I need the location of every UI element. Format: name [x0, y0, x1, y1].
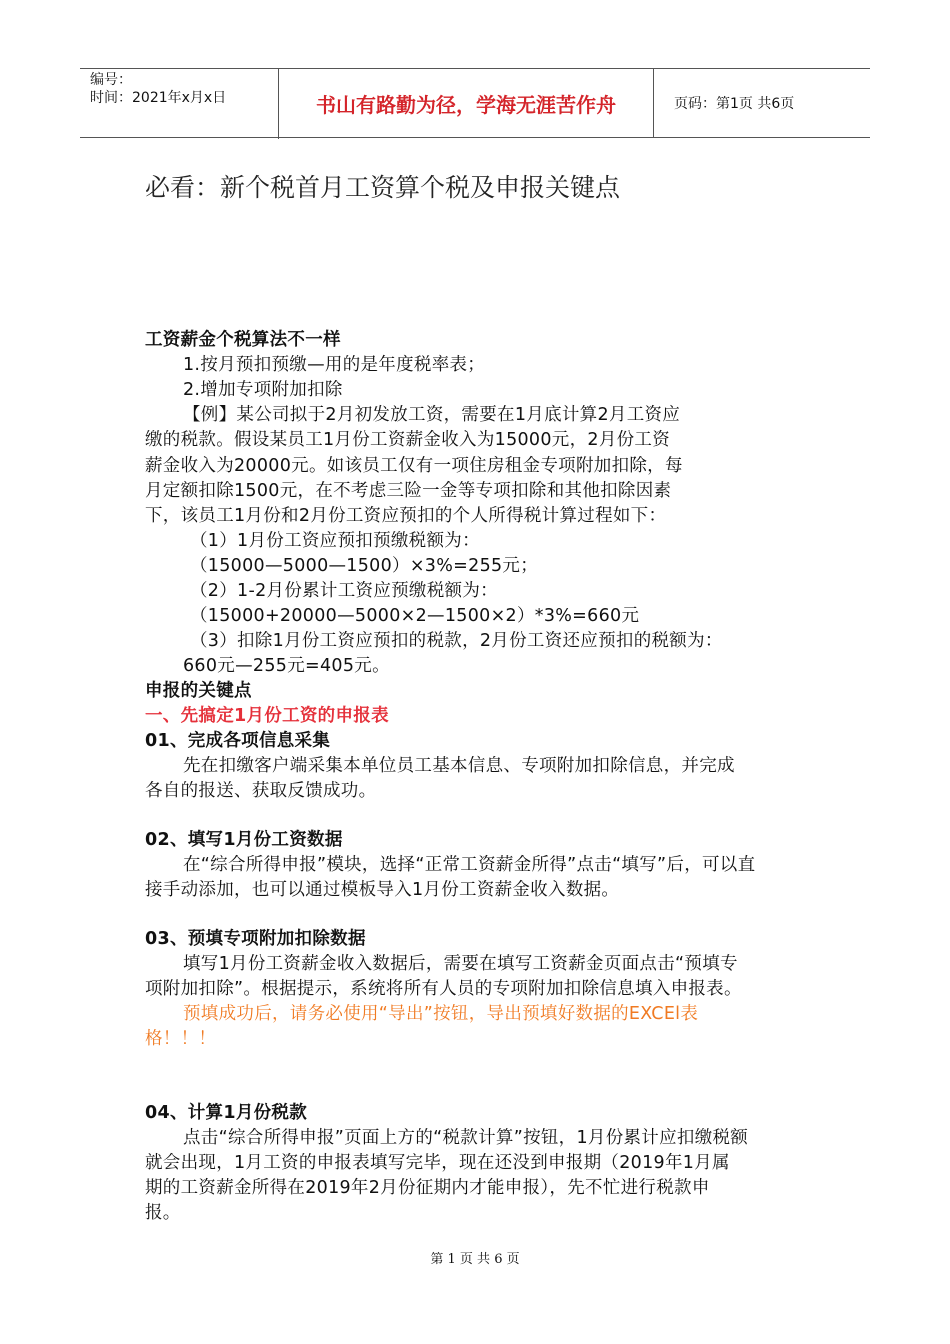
calc-line: （15000—5000—1500）×3%=255元；: [190, 556, 539, 576]
calc-line: （15000+20000—5000×2—1500×2）*3%=660元: [190, 606, 640, 626]
paragraph-line: 薪金收入为20000元。如该员工仅有一项住房租金专项附加扣除，每: [145, 456, 683, 476]
header-page-label: [664, 69, 870, 137]
paragraph-line: 就会出现，1月工资的申报表填写完毕，现在还没到申报期（2019年1月属: [145, 1153, 730, 1173]
page-header: [80, 68, 870, 138]
page-label: 页码：第1页 共6页: [674, 96, 795, 112]
calc-line: （3）扣除1月份工资应预扣的税款，2月份工资还应预扣的税额为：: [190, 631, 723, 651]
page-footer: 第 1 页 共 6 页: [430, 1252, 520, 1267]
list-item: 2.增加专项附加扣除: [183, 380, 343, 400]
paragraph-line: 报。: [145, 1203, 181, 1223]
paragraph-line: 期的工资薪金所得在2019年2月份征期内才能申报），先不忙进行税款申: [145, 1178, 710, 1198]
warning-line: 预填成功后，请务必使用“导出”按钮，导出预填好数据的EXCEl表: [183, 1004, 699, 1024]
paragraph-line: 填写1月份工资薪金收入数据后，需要在填写工资薪金页面点击“预填专: [183, 954, 738, 974]
time-label: 时间：2021年x月x日: [90, 90, 227, 106]
paragraph-line: 下，该员工1月份和2月份工资应预扣的个人所得税计算过程如下：: [145, 506, 667, 526]
section-heading: 申报的关键点: [145, 681, 252, 701]
header-motto: 书山有路勤为径，学海无涯苦作舟: [279, 69, 654, 137]
calc-line: 660元—255元=405元。: [183, 656, 390, 676]
calc-line: （2）1-2月份累计工资应预缴税额为：: [190, 581, 498, 601]
warning-line: 格！！！: [145, 1029, 217, 1049]
paragraph-line: 点击“综合所得申报”页面上方的“税款计算”按钮，1月份累计应扣缴税额: [183, 1128, 749, 1148]
header-meta-cell: [80, 69, 279, 139]
document-title: 必看：新个税首月工资算个税及申报关键点: [145, 173, 621, 202]
calc-line: （1）1月份工资应预扣预缴税额为：: [190, 531, 480, 551]
paragraph-line: 缴的税款。假设某员工1月份工资薪金收入为15000元，2月份工资: [145, 430, 671, 450]
step-heading: 03、预填专项附加扣除数据: [145, 929, 366, 949]
subsection-heading: 一、先搞定1月份工资的申报表: [145, 706, 389, 726]
section-heading: 工资薪金个税算法不一样: [145, 330, 341, 350]
paragraph-line: 先在扣缴客户端采集本单位员工基本信息、专项附加扣除信息，并完成: [183, 756, 735, 776]
step-heading: 02、填写1月份工资数据: [145, 830, 343, 850]
step-heading: 01、完成各项信息采集: [145, 731, 331, 751]
paragraph-line: 在“综合所得申报”模块，选择“正常工资薪金所得”点击“填写”后，可以直: [183, 855, 756, 875]
paragraph-line: 项附加扣除”。根据提示，系统将所有人员的专项附加扣除信息填入申报表。: [145, 979, 742, 999]
number-label: 编号：: [90, 72, 132, 88]
step-heading: 04、计算1月份税款: [145, 1103, 308, 1123]
paragraph-line: 月定额扣除1500元，在不考虑三险一金等专项扣除和其他扣除因素: [145, 481, 672, 501]
paragraph-line: 各自的报送、获取反馈成功。: [145, 781, 377, 801]
list-item: 1.按月预扣预缴—用的是年度税率表；: [183, 355, 486, 375]
paragraph-line: 【例】某公司拟于2月初发放工资，需要在1月底计算2月工资应: [183, 405, 681, 425]
paragraph-line: 接手动添加，也可以通过模板导入1月份工资薪金收入数据。: [145, 880, 620, 900]
